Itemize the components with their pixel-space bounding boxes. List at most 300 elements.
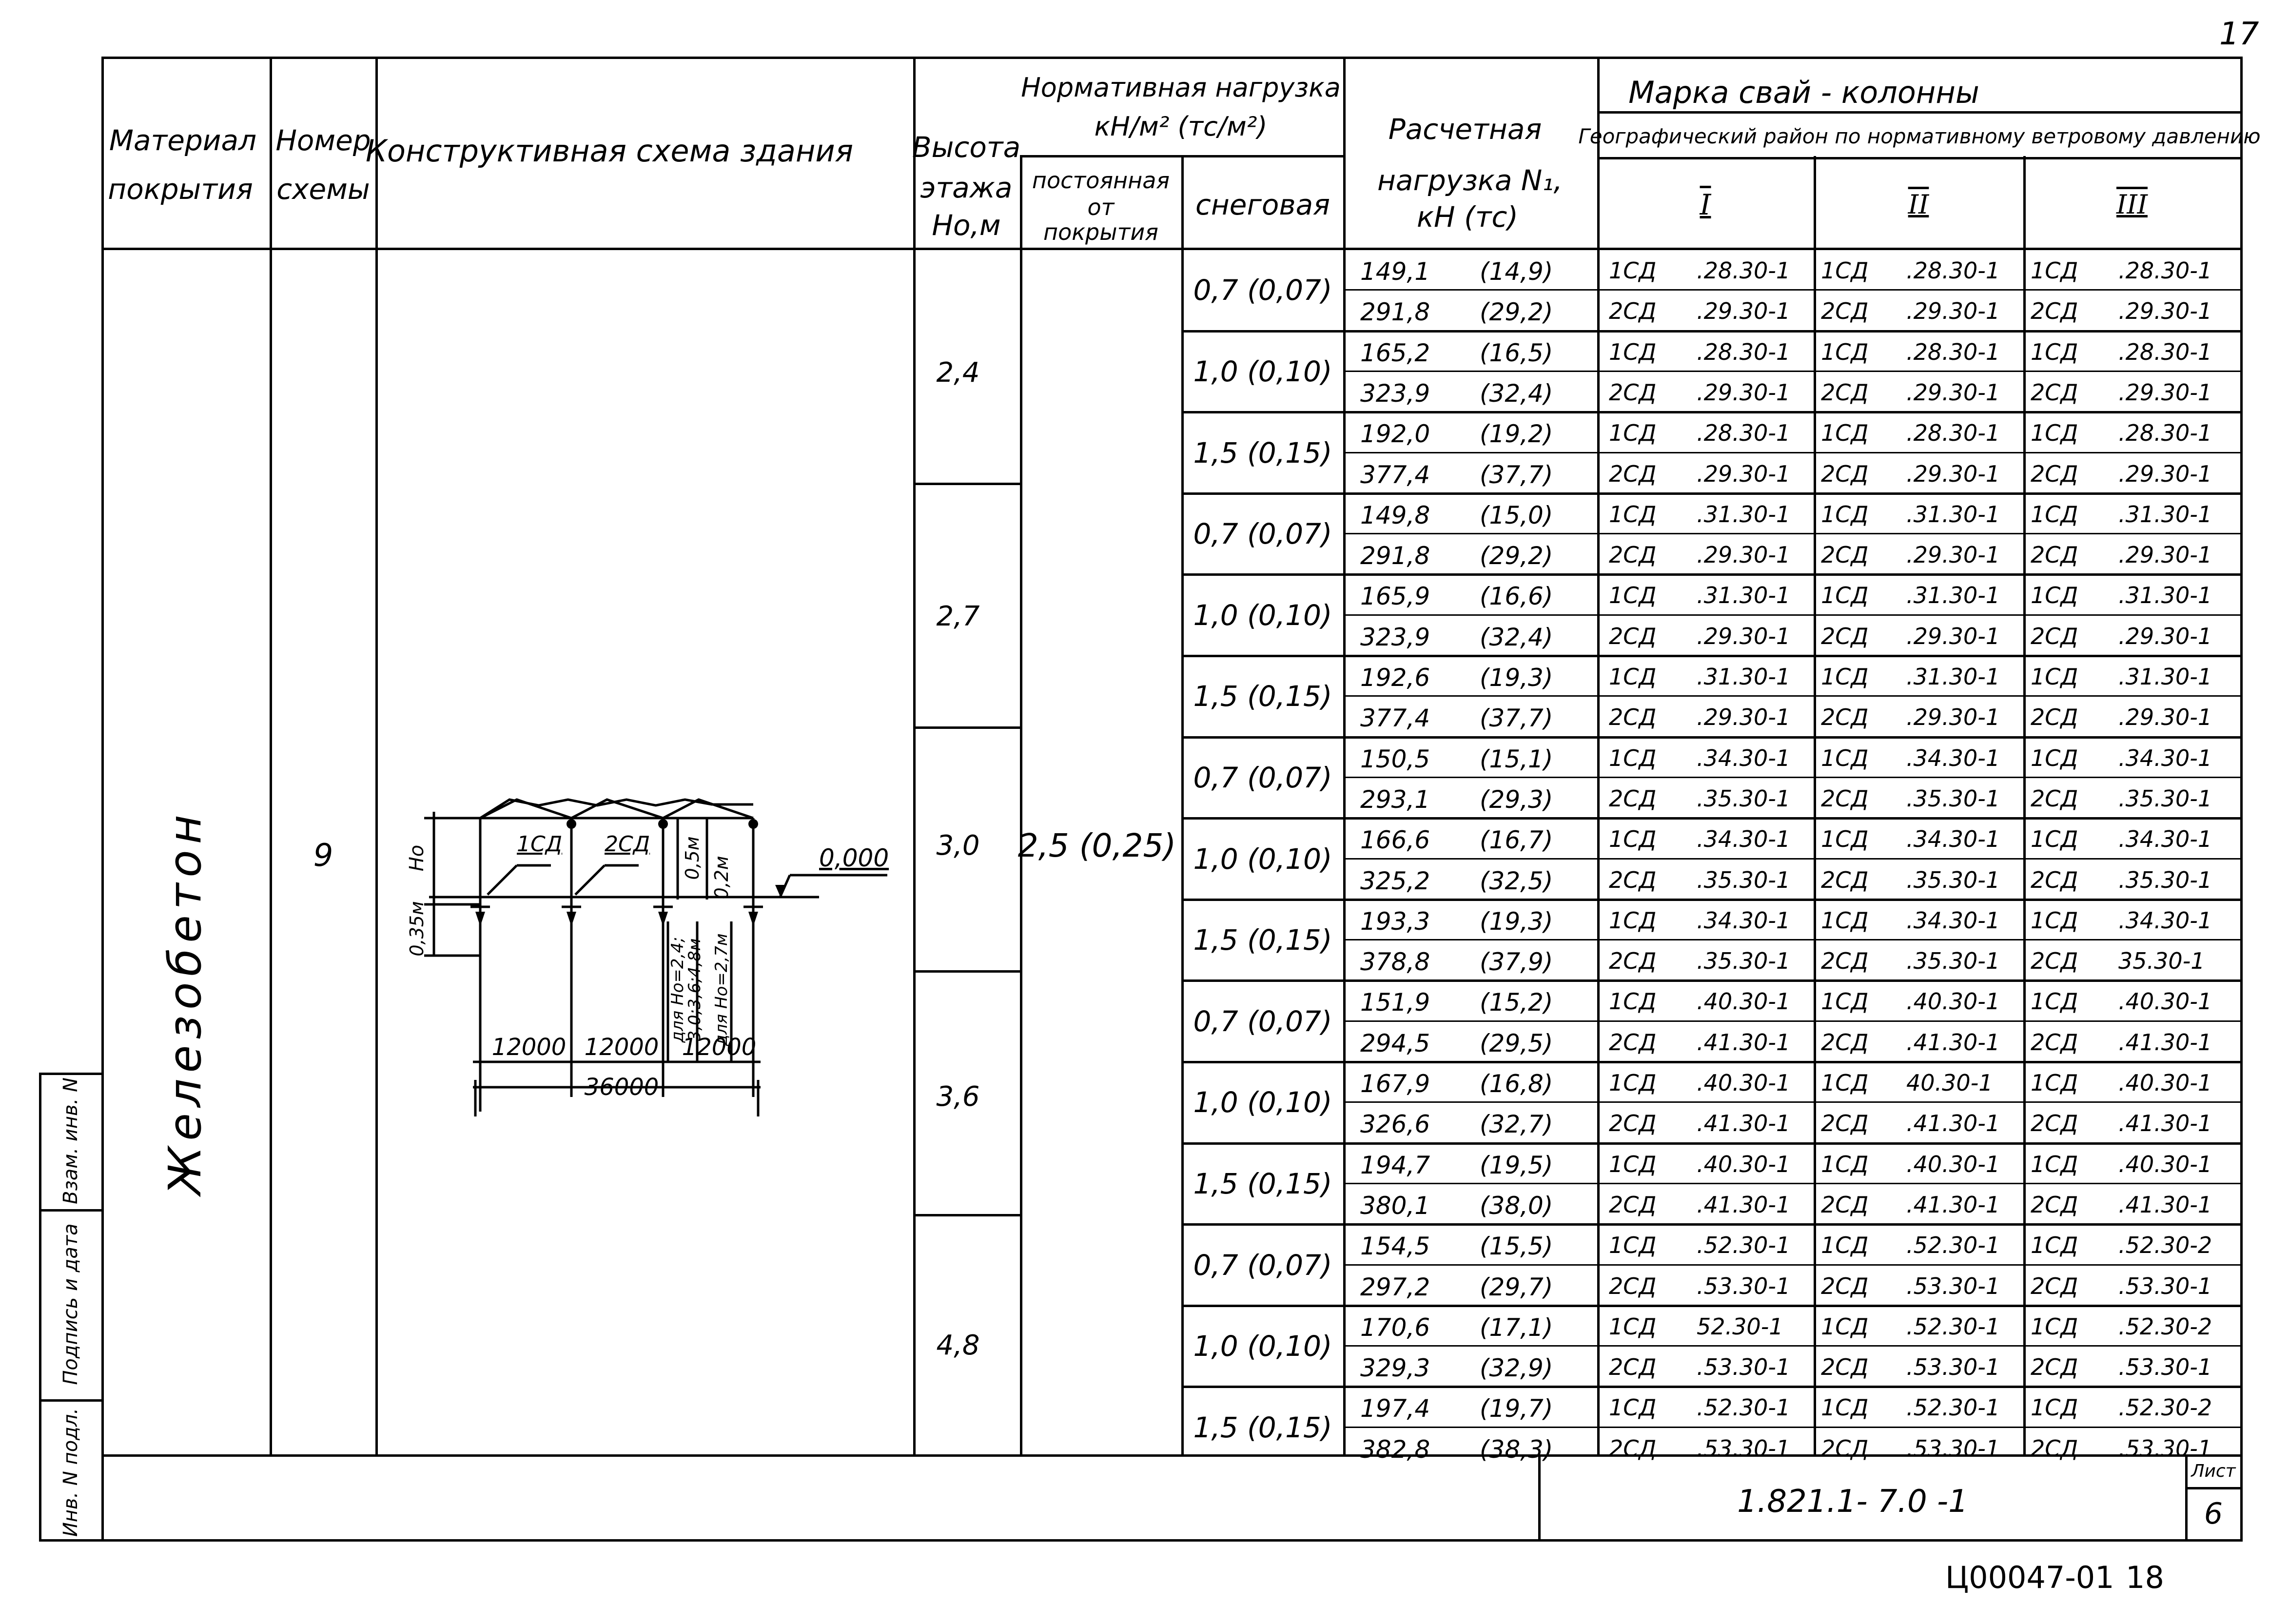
pile-type-region-3: 1СД bbox=[2031, 501, 2078, 528]
calc-load-tc: (19,2) bbox=[1480, 420, 1553, 449]
pile-brand-region-3: .52.30-2 bbox=[2118, 1232, 2212, 1259]
snow-load-value: 1,5 (0,15) bbox=[1193, 1167, 1332, 1200]
calc-load-tc: (16,5) bbox=[1480, 338, 1553, 367]
pile-brand-region-2: .34.30-1 bbox=[1906, 907, 2000, 934]
pile-brand-region-1: .29.30-1 bbox=[1697, 379, 1791, 406]
pile-brand-region-1: .34.30-1 bbox=[1697, 826, 1791, 853]
height-value: 2,7 bbox=[936, 601, 980, 632]
pile-type-region-2: 1СД bbox=[1821, 1232, 1869, 1259]
pile-type-region-3: 1СД bbox=[2031, 744, 2078, 771]
pile-type-region-3: 1СД bbox=[2031, 1313, 2078, 1340]
pile-type-region-1: 2СД bbox=[1609, 866, 1657, 893]
pile-brand-region-3: .28.30-1 bbox=[2118, 257, 2212, 284]
pile-brand-region-1: .34.30-1 bbox=[1697, 744, 1791, 771]
pile-type-region-3: 2СД bbox=[2031, 1110, 2078, 1137]
pile-brand-region-1: .34.30-1 bbox=[1697, 907, 1791, 934]
pile-brand-region-1: .52.30-1 bbox=[1697, 1232, 1791, 1259]
pile-type-region-1: 2СД bbox=[1609, 1435, 1657, 1462]
header-norm-load-1: Нормативная нагрузка bbox=[1021, 72, 1341, 103]
pile-type-region-2: 2СД bbox=[1821, 1110, 1869, 1137]
calc-load-kn: 325,2 bbox=[1360, 866, 1430, 895]
header-scheme-no-2: схемы bbox=[276, 173, 370, 206]
pile-brand-region-1: .28.30-1 bbox=[1697, 338, 1791, 365]
pile-brand-region-1: .53.30-1 bbox=[1697, 1435, 1791, 1462]
pile-brand-region-3: .29.30-1 bbox=[2118, 704, 2212, 731]
side-stamp-signature-date: Подпись и дата bbox=[59, 1223, 82, 1385]
footer-code: Ц00047-01 bbox=[1945, 1560, 2114, 1595]
pile-brand-region-3: .41.30-1 bbox=[2118, 1029, 2212, 1056]
calc-load-kn: 378,8 bbox=[1360, 948, 1430, 977]
calc-load-tc: (32,7) bbox=[1480, 1110, 1553, 1139]
pile-type-region-2: 2СД bbox=[1821, 298, 1869, 325]
scheme-label-ho: Hо bbox=[406, 844, 428, 872]
pile-brand-region-3: .41.30-1 bbox=[2118, 1110, 2212, 1137]
pile-type-region-1: 1СД bbox=[1609, 582, 1657, 609]
height-value: 4,8 bbox=[936, 1330, 980, 1361]
scheme-label-05: 0,5м bbox=[682, 836, 703, 880]
pile-type-region-2: 2СД bbox=[1821, 866, 1869, 893]
pile-brand-region-1: .35.30-1 bbox=[1697, 785, 1791, 812]
pile-type-region-1: 1СД bbox=[1609, 338, 1657, 365]
calc-load-tc: (15,1) bbox=[1480, 744, 1553, 773]
header-height-3: Hо,м bbox=[932, 209, 1001, 242]
pile-type-region-3: 2СД bbox=[2031, 1435, 2078, 1462]
pile-type-region-1: 1СД bbox=[1609, 826, 1657, 853]
pile-brand-region-1: .35.30-1 bbox=[1697, 948, 1791, 975]
pile-brand-region-2: .35.30-1 bbox=[1906, 785, 2000, 812]
height-value: 2,4 bbox=[936, 357, 980, 389]
header-material-2: покрытия bbox=[108, 173, 253, 206]
calc-load-kn: 323,9 bbox=[1360, 623, 1430, 651]
header-pile-brand: Марка свай - колонны bbox=[1628, 75, 1979, 110]
header-height-1: Высота bbox=[912, 131, 1021, 164]
page-number: 17 bbox=[2219, 16, 2259, 52]
calc-load-kn: 192,6 bbox=[1360, 664, 1430, 692]
calc-load-tc: (32,9) bbox=[1480, 1354, 1553, 1383]
header-region-1: I bbox=[1700, 188, 1711, 221]
side-stamp-replace-inv: Взам. инв. N bbox=[59, 1077, 82, 1204]
scheme-label-035: 0,35м bbox=[406, 901, 428, 957]
calc-load-tc: (29,5) bbox=[1480, 1029, 1553, 1057]
pile-type-region-3: 2СД bbox=[2031, 1272, 2078, 1299]
pile-brand-region-3: .35.30-1 bbox=[2118, 785, 2212, 812]
snow-load-value: 0,7 (0,07) bbox=[1193, 1248, 1332, 1282]
pile-brand-region-2: .41.30-1 bbox=[1906, 1029, 2000, 1056]
calc-load-tc: (19,5) bbox=[1480, 1151, 1553, 1179]
pile-brand-region-2: .52.30-1 bbox=[1906, 1232, 2000, 1259]
pile-brand-region-3: .29.30-1 bbox=[2118, 379, 2212, 406]
pile-type-region-3: 2СД bbox=[2031, 623, 2078, 649]
pile-type-region-3: 1СД bbox=[2031, 907, 2078, 934]
calc-load-kn: 380,1 bbox=[1360, 1191, 1430, 1220]
pile-type-region-1: 2СД bbox=[1609, 1191, 1657, 1218]
pile-brand-region-1: 52.30-1 bbox=[1697, 1313, 1783, 1340]
pile-brand-region-2: .34.30-1 bbox=[1906, 826, 2000, 853]
calc-load-kn: 193,3 bbox=[1360, 907, 1430, 936]
pile-type-region-1: 1СД bbox=[1609, 1394, 1657, 1421]
pile-brand-region-1: .31.30-1 bbox=[1697, 582, 1791, 609]
pile-type-region-1: 1СД bbox=[1609, 1070, 1657, 1096]
pile-type-region-3: 2СД bbox=[2031, 1029, 2078, 1056]
pile-type-region-2: 2СД bbox=[1821, 1272, 1869, 1299]
calc-load-kn: 323,9 bbox=[1360, 379, 1430, 408]
snow-load-value: 1,0 (0,10) bbox=[1193, 1330, 1332, 1363]
snow-load-value: 1,0 (0,10) bbox=[1193, 1086, 1332, 1119]
pile-brand-region-3: .29.30-1 bbox=[2118, 623, 2212, 649]
scheme-label-02: 0,2м bbox=[711, 856, 732, 900]
calc-load-kn: 293,1 bbox=[1360, 785, 1430, 814]
pile-type-region-1: 2СД bbox=[1609, 1029, 1657, 1056]
pile-type-region-3: 2СД bbox=[2031, 704, 2078, 731]
drawing-code: 1.821.1- 7.0 -1 bbox=[1737, 1484, 1968, 1520]
calc-load-kn: 151,9 bbox=[1360, 988, 1430, 1017]
calc-load-tc: (29,2) bbox=[1480, 298, 1553, 327]
pile-type-region-2: 1СД bbox=[1821, 826, 1869, 853]
pile-type-region-2: 1СД bbox=[1821, 501, 1869, 528]
pile-type-region-1: 1СД bbox=[1609, 907, 1657, 934]
calc-load-tc: (32,5) bbox=[1480, 866, 1553, 895]
snow-load-value: 0,7 (0,07) bbox=[1193, 517, 1332, 551]
calc-load-kn: 167,9 bbox=[1360, 1070, 1430, 1098]
pile-type-region-2: 1СД bbox=[1821, 1151, 1869, 1177]
calc-load-kn: 150,5 bbox=[1360, 744, 1430, 773]
pile-type-region-1: 1СД bbox=[1609, 744, 1657, 771]
height-value: 3,6 bbox=[936, 1081, 980, 1113]
calc-load-kn: 149,8 bbox=[1360, 501, 1430, 529]
header-permanent-3: покрытия bbox=[1043, 219, 1158, 245]
pile-type-region-3: 1СД bbox=[2031, 826, 2078, 853]
calc-load-tc: (19,7) bbox=[1480, 1394, 1553, 1423]
pile-brand-region-3: .41.30-1 bbox=[2118, 1191, 2212, 1218]
pile-brand-region-3: .52.30-2 bbox=[2118, 1313, 2212, 1340]
calc-load-kn: 382,8 bbox=[1360, 1435, 1430, 1464]
pile-brand-region-1: .40.30-1 bbox=[1697, 1070, 1791, 1096]
side-stamp-inv-no: Инв. N подл. bbox=[59, 1408, 82, 1537]
pile-brand-region-2: .29.30-1 bbox=[1906, 460, 2000, 487]
pile-brand-region-3: .28.30-1 bbox=[2118, 420, 2212, 447]
calc-load-tc: (32,4) bbox=[1480, 379, 1553, 408]
pile-type-region-3: 1СД bbox=[2031, 1232, 2078, 1259]
pile-type-region-2: 2СД bbox=[1821, 623, 1869, 649]
pile-brand-region-1: .53.30-1 bbox=[1697, 1272, 1791, 1299]
calc-load-tc: (37,7) bbox=[1480, 704, 1553, 733]
pile-type-region-1: 1СД bbox=[1609, 1232, 1657, 1259]
header-material-1: Материал bbox=[109, 124, 257, 157]
snow-load-value: 1,5 (0,15) bbox=[1193, 436, 1332, 470]
snow-load-value: 0,7 (0,07) bbox=[1193, 274, 1332, 307]
pile-type-region-2: 2СД bbox=[1821, 1435, 1869, 1462]
calc-load-tc: (16,8) bbox=[1480, 1070, 1553, 1098]
pile-brand-region-1: .31.30-1 bbox=[1697, 664, 1791, 690]
pile-type-region-2: 1СД bbox=[1821, 582, 1869, 609]
calc-load-kn: 166,6 bbox=[1360, 826, 1430, 855]
pile-brand-region-2: .34.30-1 bbox=[1906, 744, 2000, 771]
pile-brand-region-3: .34.30-1 bbox=[2118, 744, 2212, 771]
pile-brand-region-3: .34.30-1 bbox=[2118, 826, 2212, 853]
pile-type-region-1: 2СД bbox=[1609, 298, 1657, 325]
pile-brand-region-3: .40.30-1 bbox=[2118, 1070, 2212, 1096]
calc-load-tc: (19,3) bbox=[1480, 907, 1553, 936]
pile-type-region-1: 2СД bbox=[1609, 1110, 1657, 1137]
scheme-note-1: для Hо=2,4; bbox=[668, 937, 687, 1043]
pile-type-region-3: 2СД bbox=[2031, 379, 2078, 406]
snow-load-value: 1,0 (0,10) bbox=[1193, 842, 1332, 876]
calc-load-tc: (15,0) bbox=[1480, 501, 1553, 529]
pile-brand-region-1: .28.30-1 bbox=[1697, 420, 1791, 447]
pile-type-region-2: 1СД bbox=[1821, 420, 1869, 447]
pile-brand-region-1: .40.30-1 bbox=[1697, 1151, 1791, 1177]
scheme-span-1: 12000 bbox=[491, 1034, 567, 1061]
pile-brand-region-1: .35.30-1 bbox=[1697, 866, 1791, 893]
snow-load-value: 1,5 (0,15) bbox=[1193, 680, 1332, 713]
calc-load-kn: 149,1 bbox=[1360, 257, 1430, 286]
pile-type-region-2: 1СД bbox=[1821, 1070, 1869, 1096]
pile-brand-region-2: .53.30-1 bbox=[1906, 1272, 2000, 1299]
calc-load-tc: (32,4) bbox=[1480, 623, 1553, 651]
pile-type-region-1: 1СД bbox=[1609, 1313, 1657, 1340]
pile-type-region-2: 1СД bbox=[1821, 338, 1869, 365]
pile-brand-region-2: .29.30-1 bbox=[1906, 623, 2000, 649]
scheme-label-1sd: 1СД bbox=[517, 832, 563, 857]
pile-type-region-2: 2СД bbox=[1821, 1029, 1869, 1056]
pile-type-region-3: 2СД bbox=[2031, 460, 2078, 487]
permanent-load: 2,5 (0,25) bbox=[1017, 827, 1176, 864]
pile-brand-region-2: .41.30-1 bbox=[1906, 1110, 2000, 1137]
pile-type-region-2: 1СД bbox=[1821, 988, 1869, 1015]
snow-load-value: 1,0 (0,10) bbox=[1193, 354, 1332, 388]
pile-type-region-2: 2СД bbox=[1821, 1191, 1869, 1218]
scheme-span-3: 12000 bbox=[682, 1034, 757, 1061]
pile-type-region-3: 1СД bbox=[2031, 1151, 2078, 1177]
header-permanent-1: постоянная bbox=[1032, 167, 1170, 194]
pile-type-region-1: 1СД bbox=[1609, 1151, 1657, 1177]
pile-brand-region-3: .53.30-1 bbox=[2118, 1354, 2212, 1381]
header-region-2: II bbox=[1908, 189, 1929, 220]
pile-brand-region-1: .29.30-1 bbox=[1697, 542, 1791, 568]
pile-brand-region-2: .29.30-1 bbox=[1906, 379, 2000, 406]
scheme-span-2: 12000 bbox=[584, 1034, 659, 1061]
header-norm-load-2: кН/м² (тс/м²) bbox=[1094, 111, 1268, 142]
snow-load-value: 0,7 (0,07) bbox=[1193, 761, 1332, 794]
pile-type-region-2: 2СД bbox=[1821, 542, 1869, 568]
material-value: Железобетон bbox=[159, 809, 211, 1195]
calc-load-kn: 192,0 bbox=[1360, 420, 1430, 449]
pile-type-region-1: 2СД bbox=[1609, 785, 1657, 812]
pile-brand-region-2: .41.30-1 bbox=[1906, 1191, 2000, 1218]
header-calc-load-1: Расчетная bbox=[1388, 113, 1542, 146]
pile-type-region-3: 2СД bbox=[2031, 785, 2078, 812]
pile-type-region-3: 2СД bbox=[2031, 1191, 2078, 1218]
calc-load-tc: (29,3) bbox=[1480, 785, 1553, 814]
scheme-label-2sd: 2СД bbox=[605, 832, 650, 857]
pile-type-region-1: 1СД bbox=[1609, 501, 1657, 528]
pile-brand-region-2: .53.30-1 bbox=[1906, 1435, 2000, 1462]
calc-load-kn: 165,9 bbox=[1360, 582, 1430, 611]
calc-load-tc: (29,7) bbox=[1480, 1272, 1553, 1301]
header-geo-region: Географический район по нормативному ветровому давлению bbox=[1578, 124, 2261, 148]
pile-type-region-2: 2СД bbox=[1821, 379, 1869, 406]
pile-brand-region-1: .29.30-1 bbox=[1697, 623, 1791, 649]
snow-load-value: 1,0 (0,10) bbox=[1193, 598, 1332, 632]
pile-type-region-1: 1СД bbox=[1609, 664, 1657, 690]
header-region-3: III bbox=[2116, 189, 2148, 220]
calc-load-kn: 197,4 bbox=[1360, 1394, 1430, 1423]
pile-brand-region-3: .29.30-1 bbox=[2118, 298, 2212, 325]
pile-type-region-3: 1СД bbox=[2031, 338, 2078, 365]
header-scheme-no-1: Номер bbox=[275, 124, 371, 157]
calc-load-tc: (17,1) bbox=[1480, 1313, 1553, 1342]
calc-load-kn: 291,8 bbox=[1360, 298, 1430, 327]
pile-brand-region-1: .29.30-1 bbox=[1697, 704, 1791, 731]
pile-type-region-3: 2СД bbox=[2031, 298, 2078, 325]
pile-brand-region-2: .29.30-1 bbox=[1906, 542, 2000, 568]
pile-brand-region-2: .35.30-1 bbox=[1906, 866, 2000, 893]
pile-brand-region-2: .35.30-1 bbox=[1906, 948, 2000, 975]
pile-type-region-1: 2СД bbox=[1609, 542, 1657, 568]
pile-type-region-1: 1СД bbox=[1609, 420, 1657, 447]
calc-load-kn: 165,2 bbox=[1360, 338, 1430, 367]
pile-brand-region-3: .31.30-1 bbox=[2118, 582, 2212, 609]
calc-load-tc: (16,6) bbox=[1480, 582, 1553, 611]
scheme-total-span: 36000 bbox=[584, 1074, 659, 1101]
pile-brand-region-3: .29.30-1 bbox=[2118, 542, 2212, 568]
pile-type-region-1: 2СД bbox=[1609, 948, 1657, 975]
height-value: 3,0 bbox=[936, 830, 980, 861]
pile-type-region-1: 2СД bbox=[1609, 379, 1657, 406]
pile-brand-region-3: 35.30-1 bbox=[2118, 948, 2205, 975]
pile-brand-region-1: .53.30-1 bbox=[1697, 1354, 1791, 1381]
scheme-label-level: 0,000 bbox=[819, 844, 889, 872]
pile-brand-region-3: .53.30-1 bbox=[2118, 1435, 2212, 1462]
pile-brand-region-2: .53.30-1 bbox=[1906, 1354, 2000, 1381]
snow-load-value: 1,5 (0,15) bbox=[1193, 1410, 1332, 1444]
pile-brand-region-2: .40.30-1 bbox=[1906, 1151, 2000, 1177]
calc-load-kn: 326,6 bbox=[1360, 1110, 1430, 1139]
footer-page: 18 bbox=[2126, 1560, 2164, 1595]
pile-brand-region-1: .40.30-1 bbox=[1697, 988, 1791, 1015]
sheet-label: Лист bbox=[2191, 1461, 2236, 1481]
pile-brand-region-2: .52.30-1 bbox=[1906, 1394, 2000, 1421]
pile-type-region-3: 2СД bbox=[2031, 1354, 2078, 1381]
calc-load-kn: 329,3 bbox=[1360, 1354, 1430, 1383]
pile-brand-region-1: .29.30-1 bbox=[1697, 460, 1791, 487]
pile-type-region-2: 1СД bbox=[1821, 664, 1869, 690]
pile-brand-region-3: .31.30-1 bbox=[2118, 501, 2212, 528]
pile-type-region-3: 1СД bbox=[2031, 1070, 2078, 1096]
calc-load-tc: (14,9) bbox=[1480, 257, 1553, 286]
snow-load-value: 0,7 (0,07) bbox=[1193, 1004, 1332, 1038]
pile-type-region-2: 1СД bbox=[1821, 257, 1869, 284]
pile-type-region-2: 1СД bbox=[1821, 1394, 1869, 1421]
pile-type-region-3: 1СД bbox=[2031, 582, 2078, 609]
pile-type-region-3: 2СД bbox=[2031, 866, 2078, 893]
pile-brand-region-3: .31.30-1 bbox=[2118, 664, 2212, 690]
pile-type-region-1: 2СД bbox=[1609, 623, 1657, 649]
header-calc-load-2: нагрузка N₁, bbox=[1377, 164, 1563, 197]
calc-load-tc: (15,2) bbox=[1480, 988, 1553, 1017]
scheme-note-3: для Hо=2,7м bbox=[712, 933, 731, 1046]
pile-brand-region-2: .28.30-1 bbox=[1906, 257, 2000, 284]
pile-type-region-1: 2СД bbox=[1609, 1354, 1657, 1381]
calc-load-kn: 170,6 bbox=[1360, 1313, 1430, 1342]
pile-type-region-3: 2СД bbox=[2031, 948, 2078, 975]
calc-load-tc: (29,2) bbox=[1480, 542, 1553, 570]
calc-load-tc: (38,3) bbox=[1480, 1435, 1553, 1464]
pile-brand-region-1: .41.30-1 bbox=[1697, 1191, 1791, 1218]
scheme-number: 9 bbox=[313, 838, 333, 874]
pile-brand-region-2: .29.30-1 bbox=[1906, 704, 2000, 731]
pile-brand-region-2: .52.30-1 bbox=[1906, 1313, 2000, 1340]
pile-brand-region-1: .52.30-1 bbox=[1697, 1394, 1791, 1421]
pile-brand-region-1: .31.30-1 bbox=[1697, 501, 1791, 528]
pile-brand-region-3: .40.30-1 bbox=[2118, 1151, 2212, 1177]
pile-brand-region-3: .34.30-1 bbox=[2118, 907, 2212, 934]
scheme-note-2: 3,0;3,6;4,8м bbox=[685, 938, 704, 1041]
snow-load-value: 1,5 (0,15) bbox=[1193, 923, 1332, 957]
pile-type-region-3: 1СД bbox=[2031, 1394, 2078, 1421]
pile-brand-region-2: .40.30-1 bbox=[1906, 988, 2000, 1015]
pile-type-region-2: 2СД bbox=[1821, 785, 1869, 812]
pile-brand-region-1: .28.30-1 bbox=[1697, 257, 1791, 284]
pile-type-region-2: 1СД bbox=[1821, 744, 1869, 771]
calc-load-tc: (19,3) bbox=[1480, 664, 1553, 692]
pile-type-region-1: 1СД bbox=[1609, 257, 1657, 284]
calc-load-tc: (38,0) bbox=[1480, 1191, 1553, 1220]
pile-type-region-3: 1СД bbox=[2031, 988, 2078, 1015]
pile-brand-region-3: .35.30-1 bbox=[2118, 866, 2212, 893]
pile-brand-region-2: .31.30-1 bbox=[1906, 501, 2000, 528]
pile-brand-region-3: .28.30-1 bbox=[2118, 338, 2212, 365]
pile-brand-region-1: .41.30-1 bbox=[1697, 1029, 1791, 1056]
pile-type-region-3: 1СД bbox=[2031, 420, 2078, 447]
pile-type-region-1: 1СД bbox=[1609, 988, 1657, 1015]
header-permanent-2: от bbox=[1087, 194, 1115, 220]
calc-load-kn: 291,8 bbox=[1360, 542, 1430, 570]
pile-brand-region-2: .29.30-1 bbox=[1906, 298, 2000, 325]
header-height-2: этажа bbox=[920, 171, 1013, 204]
pile-brand-region-3: .40.30-1 bbox=[2118, 988, 2212, 1015]
calc-load-kn: 377,4 bbox=[1360, 704, 1430, 733]
calc-load-tc: (37,9) bbox=[1480, 948, 1553, 977]
header-scheme-title: Конструктивная схема здания bbox=[365, 133, 854, 169]
pile-type-region-1: 2СД bbox=[1609, 460, 1657, 487]
pile-type-region-2: 1СД bbox=[1821, 1313, 1869, 1340]
pile-brand-region-2: .31.30-1 bbox=[1906, 582, 2000, 609]
calc-load-kn: 154,5 bbox=[1360, 1232, 1430, 1261]
pile-type-region-1: 2СД bbox=[1609, 704, 1657, 731]
calc-load-tc: (37,7) bbox=[1480, 460, 1553, 489]
header-calc-load-3: кН (тс) bbox=[1416, 200, 1519, 234]
pile-type-region-2: 1СД bbox=[1821, 907, 1869, 934]
pile-brand-region-2: 40.30-1 bbox=[1906, 1070, 1993, 1096]
calc-load-kn: 297,2 bbox=[1360, 1272, 1430, 1301]
header-snow: снеговая bbox=[1195, 188, 1330, 221]
pile-brand-region-1: .29.30-1 bbox=[1697, 298, 1791, 325]
pile-brand-region-1: .41.30-1 bbox=[1697, 1110, 1791, 1137]
sheet-number: 6 bbox=[2204, 1497, 2223, 1531]
pile-type-region-3: 2СД bbox=[2031, 542, 2078, 568]
pile-type-region-2: 2СД bbox=[1821, 948, 1869, 975]
calc-load-kn: 294,5 bbox=[1360, 1029, 1430, 1057]
pile-type-region-3: 1СД bbox=[2031, 664, 2078, 690]
pile-type-region-2: 2СД bbox=[1821, 704, 1869, 731]
pile-brand-region-3: .52.30-2 bbox=[2118, 1394, 2212, 1421]
calc-load-tc: (15,5) bbox=[1480, 1232, 1553, 1261]
calc-load-kn: 377,4 bbox=[1360, 460, 1430, 489]
pile-brand-region-2: .28.30-1 bbox=[1906, 420, 2000, 447]
pile-brand-region-2: .31.30-1 bbox=[1906, 664, 2000, 690]
pile-brand-region-2: .28.30-1 bbox=[1906, 338, 2000, 365]
